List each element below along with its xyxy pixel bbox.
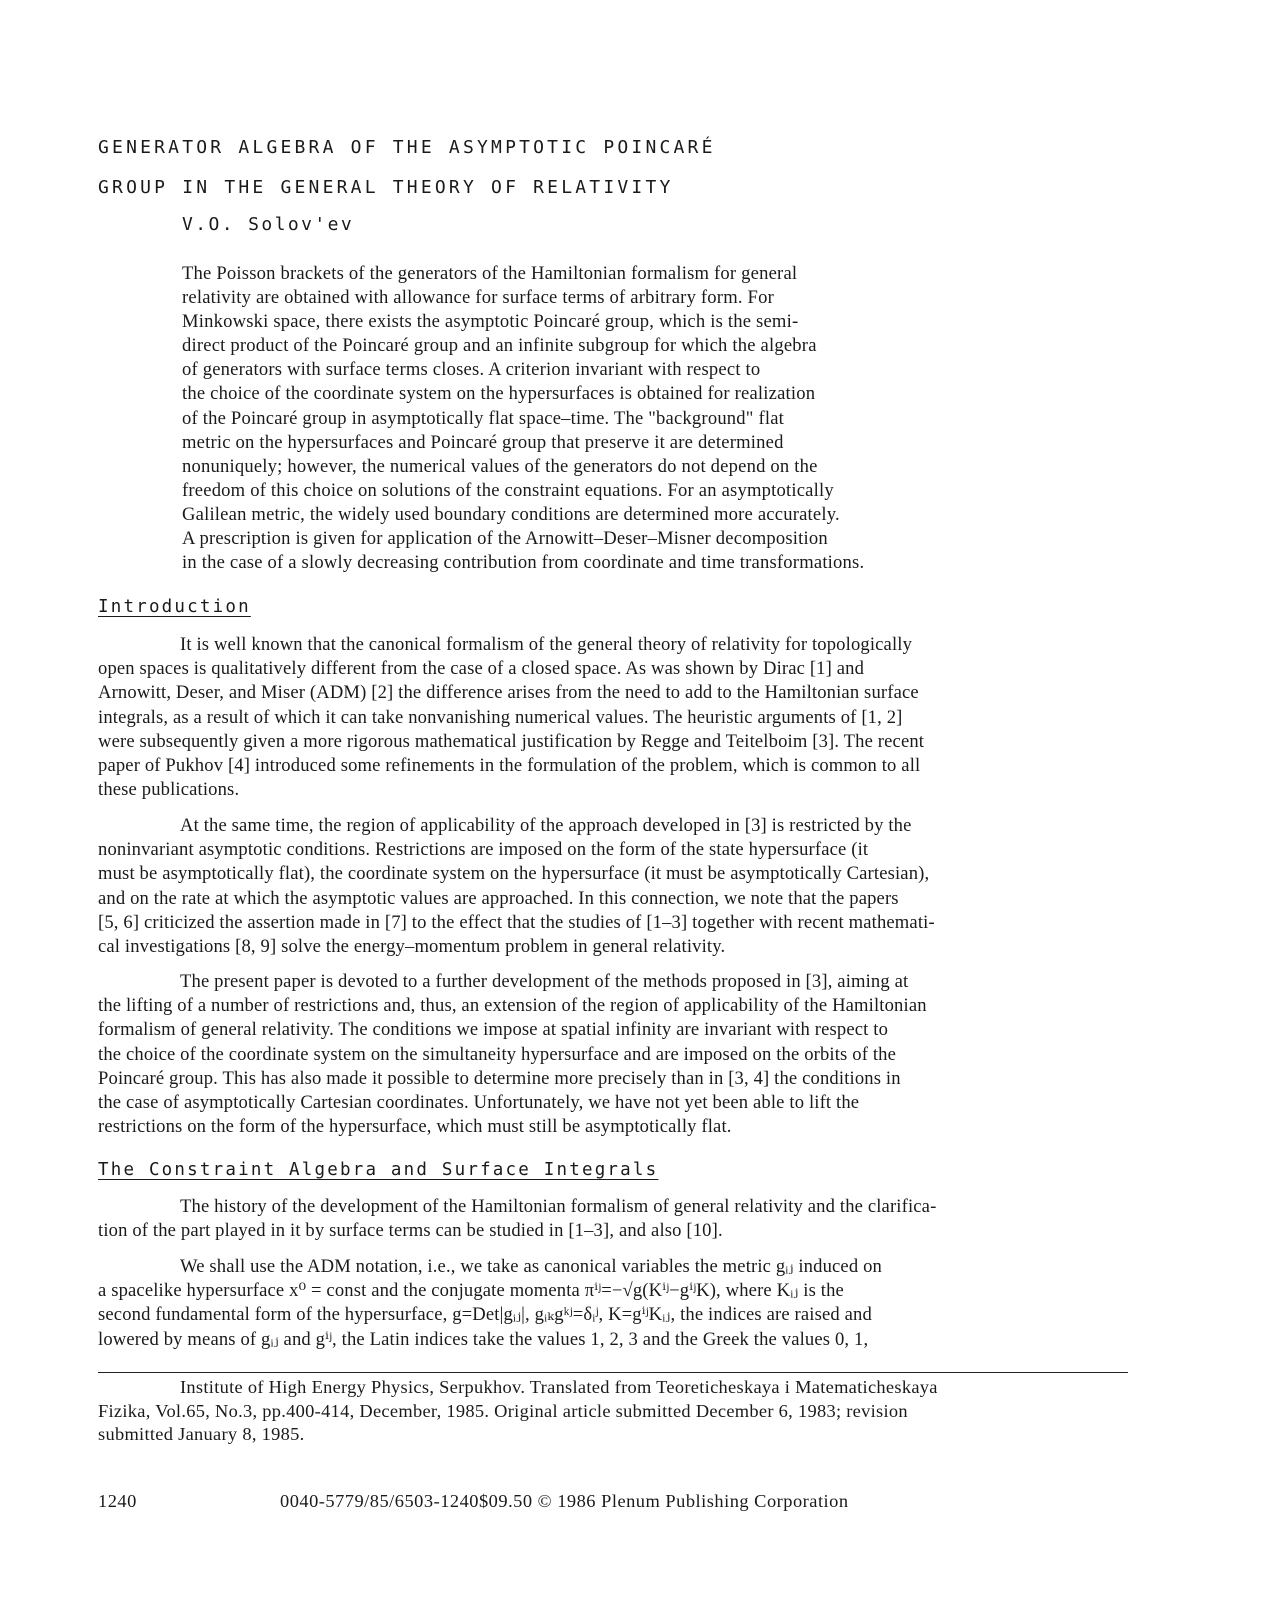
author: V.O. Solov'ev [182, 214, 355, 235]
paragraph-line: and on the rate at which the asymptotic values are approached. In this connection, we note that the papers [98, 887, 899, 909]
intro-paragraph-2 [98, 814, 1138, 959]
abstract-line: Galilean metric, the widely used boundary conditions are determined more accurately. [182, 503, 840, 525]
paragraph-line: second fundamental form of the hypersurface, g=Det|gᵢⱼ|, gᵢₖgᵏʲ=δᵢʲ, K=gⁱʲKᵢⱼ, the indices are raised and [98, 1304, 872, 1326]
abstract-line: metric on the hypersurfaces and Poincaré group that preserve it are determined [182, 431, 784, 453]
abstract-line: the choice of the coordinate system on the hypersurfaces is obtained for realization [182, 383, 816, 405]
paragraph-line: restrictions on the form of the hypersurface, which must still be asymptotically flat. [98, 1116, 732, 1138]
paragraph-line: formalism of general relativity. The conditions we impose at spatial infinity are invariant with respect to [98, 1019, 889, 1041]
paragraph-line: lowered by means of gᵢⱼ and gⁱʲ, the Latin indices take the values 1, 2, 3 and the Greek the values 0, 1, [98, 1328, 869, 1350]
paragraph-line: the lifting of a number of restrictions and, thus, an extension of the region of applicability of the Hamiltonian [98, 995, 927, 1017]
abstract-line: freedom of this choice on solutions of the constraint equations. For an asymptotically [182, 479, 834, 501]
intro-paragraph-3 [98, 970, 1138, 1139]
paragraph-line: noninvariant asymptotic conditions. Restrictions are imposed on the form of the state hypersurface (it [98, 839, 869, 861]
paragraph-line: It is well known that the canonical formalism of the general theory of relativity for topologically [180, 634, 913, 655]
title-line-2: GROUP IN THE GENERAL THEORY OF RELATIVITY [98, 177, 674, 198]
paragraph-line: the choice of the coordinate system on the simultaneity hypersurface and are imposed on the orbits of the [98, 1043, 896, 1065]
paragraph-line: the case of asymptotically Cartesian coordinates. Unfortunately, we have not yet been able to lift the [98, 1092, 860, 1114]
title-line-1: GENERATOR ALGEBRA OF THE ASYMPTOTIC POINCARÉ [98, 137, 716, 158]
section-heading-constraint-algebra: The Constraint Algebra and Surface Integrals [98, 1160, 659, 1180]
abstract-line: The Poisson brackets of the generators of the Hamiltonian formalism for general [182, 263, 798, 284]
paragraph-line: tion of the part played in it by surface terms can be studied in [1–3], and also [10]. [98, 1220, 723, 1242]
abstract-line: of the Poincaré group in asymptotically flat space–time. The "background" flat [182, 407, 785, 429]
footnote-line: Fizika, Vol.65, No.3, pp.400-414, December, 1985. Original article submitted December 6, 1983; revision [98, 1400, 908, 1421]
copyright-line: 0040-5779/85/6503-1240$09.50 © 1986 Plenum Publishing Corporation [280, 1491, 849, 1511]
constraint-paragraph-2 [98, 1255, 1138, 1352]
paragraph-line: At the same time, the region of applicability of the approach developed in [3] is restricted by the [180, 815, 912, 836]
paragraph-line: were subsequently given a more rigorous mathematical justification by Regge and Teitelboim [3]. The recent [98, 730, 925, 752]
paragraph-line: Poincaré group. This has also made it possible to determine more precisely than in [3, 4] the conditions in [98, 1067, 901, 1089]
paragraph-line: Arnowitt, Deser, and Miser (ADM) [2] the difference arises from the need to add to the Hamiltonian surface [98, 682, 919, 704]
paragraph-line: a spacelike hypersurface x⁰ = const and the conjugate momenta πⁱʲ=−√g(Kⁱʲ−gⁱʲK), where Kᵢⱼ is the [98, 1280, 844, 1302]
paragraph-line: cal investigations [8, 9] solve the energy–momentum problem in general relativity. [98, 936, 726, 958]
intro-paragraph-1 [98, 633, 1138, 802]
page-number: 1240 [98, 1491, 137, 1511]
paragraph-line: integrals, as a result of which it can take nonvanishing numerical values. The heuristic arguments of [1, 2] [98, 706, 903, 728]
footnote-line: Institute of High Energy Physics, Serpukhov. Translated from Teoreticheskaya i Matematicheskaya [180, 1377, 938, 1397]
abstract-line: nonuniquely; however, the numerical values of the generators do not depend on the [182, 455, 818, 477]
abstract-line: Minkowski space, there exists the asymptotic Poincaré group, which is the semi- [182, 311, 799, 333]
abstract-line: A prescription is given for application of the Arnowitt–Deser–Misner decomposition [182, 528, 828, 550]
section-heading-introduction: Introduction [98, 597, 251, 617]
paragraph-line: open spaces is qualitatively different from the case of a closed space. As was shown by Dirac [1] and [98, 658, 865, 680]
paragraph-line: these publications. [98, 779, 240, 801]
paragraph-line: The history of the development of the Hamiltonian formalism of general relativity and the clarifica- [180, 1196, 937, 1217]
abstract-line: of generators with surface terms closes. A criterion invariant with respect to [182, 359, 761, 381]
footnote-divider [98, 1372, 1128, 1373]
constraint-paragraph-1 [98, 1195, 1138, 1243]
paragraph-line: [5, 6] criticized the assertion made in [7] to the effect that the studies of [1–3] together with recent mathemati- [98, 911, 935, 933]
abstract-line: direct product of the Poincaré group and an infinite subgroup for which the algebra [182, 335, 817, 357]
footnote [98, 1376, 1138, 1447]
paragraph-line: The present paper is devoted to a further development of the methods proposed in [3], aiming at [180, 971, 909, 992]
paragraph-line: paper of Pukhov [4] introduced some refinements in the formulation of the problem, which is common to all [98, 755, 921, 777]
abstract [182, 262, 1052, 575]
paragraph-line: We shall use the ADM notation, i.e., we take as canonical variables the metric gᵢⱼ induced on [180, 1256, 882, 1277]
abstract-line: in the case of a slowly decreasing contribution from coordinate and time transformations. [182, 552, 865, 574]
paper-title [98, 128, 1158, 208]
footnote-line: submitted January 8, 1985. [98, 1424, 305, 1444]
paragraph-line: must be asymptotically flat), the coordinate system on the hypersurface (it must be asymptotically Cartesian), [98, 863, 930, 885]
abstract-line: relativity are obtained with allowance for surface terms of arbitrary form. For [182, 287, 774, 309]
